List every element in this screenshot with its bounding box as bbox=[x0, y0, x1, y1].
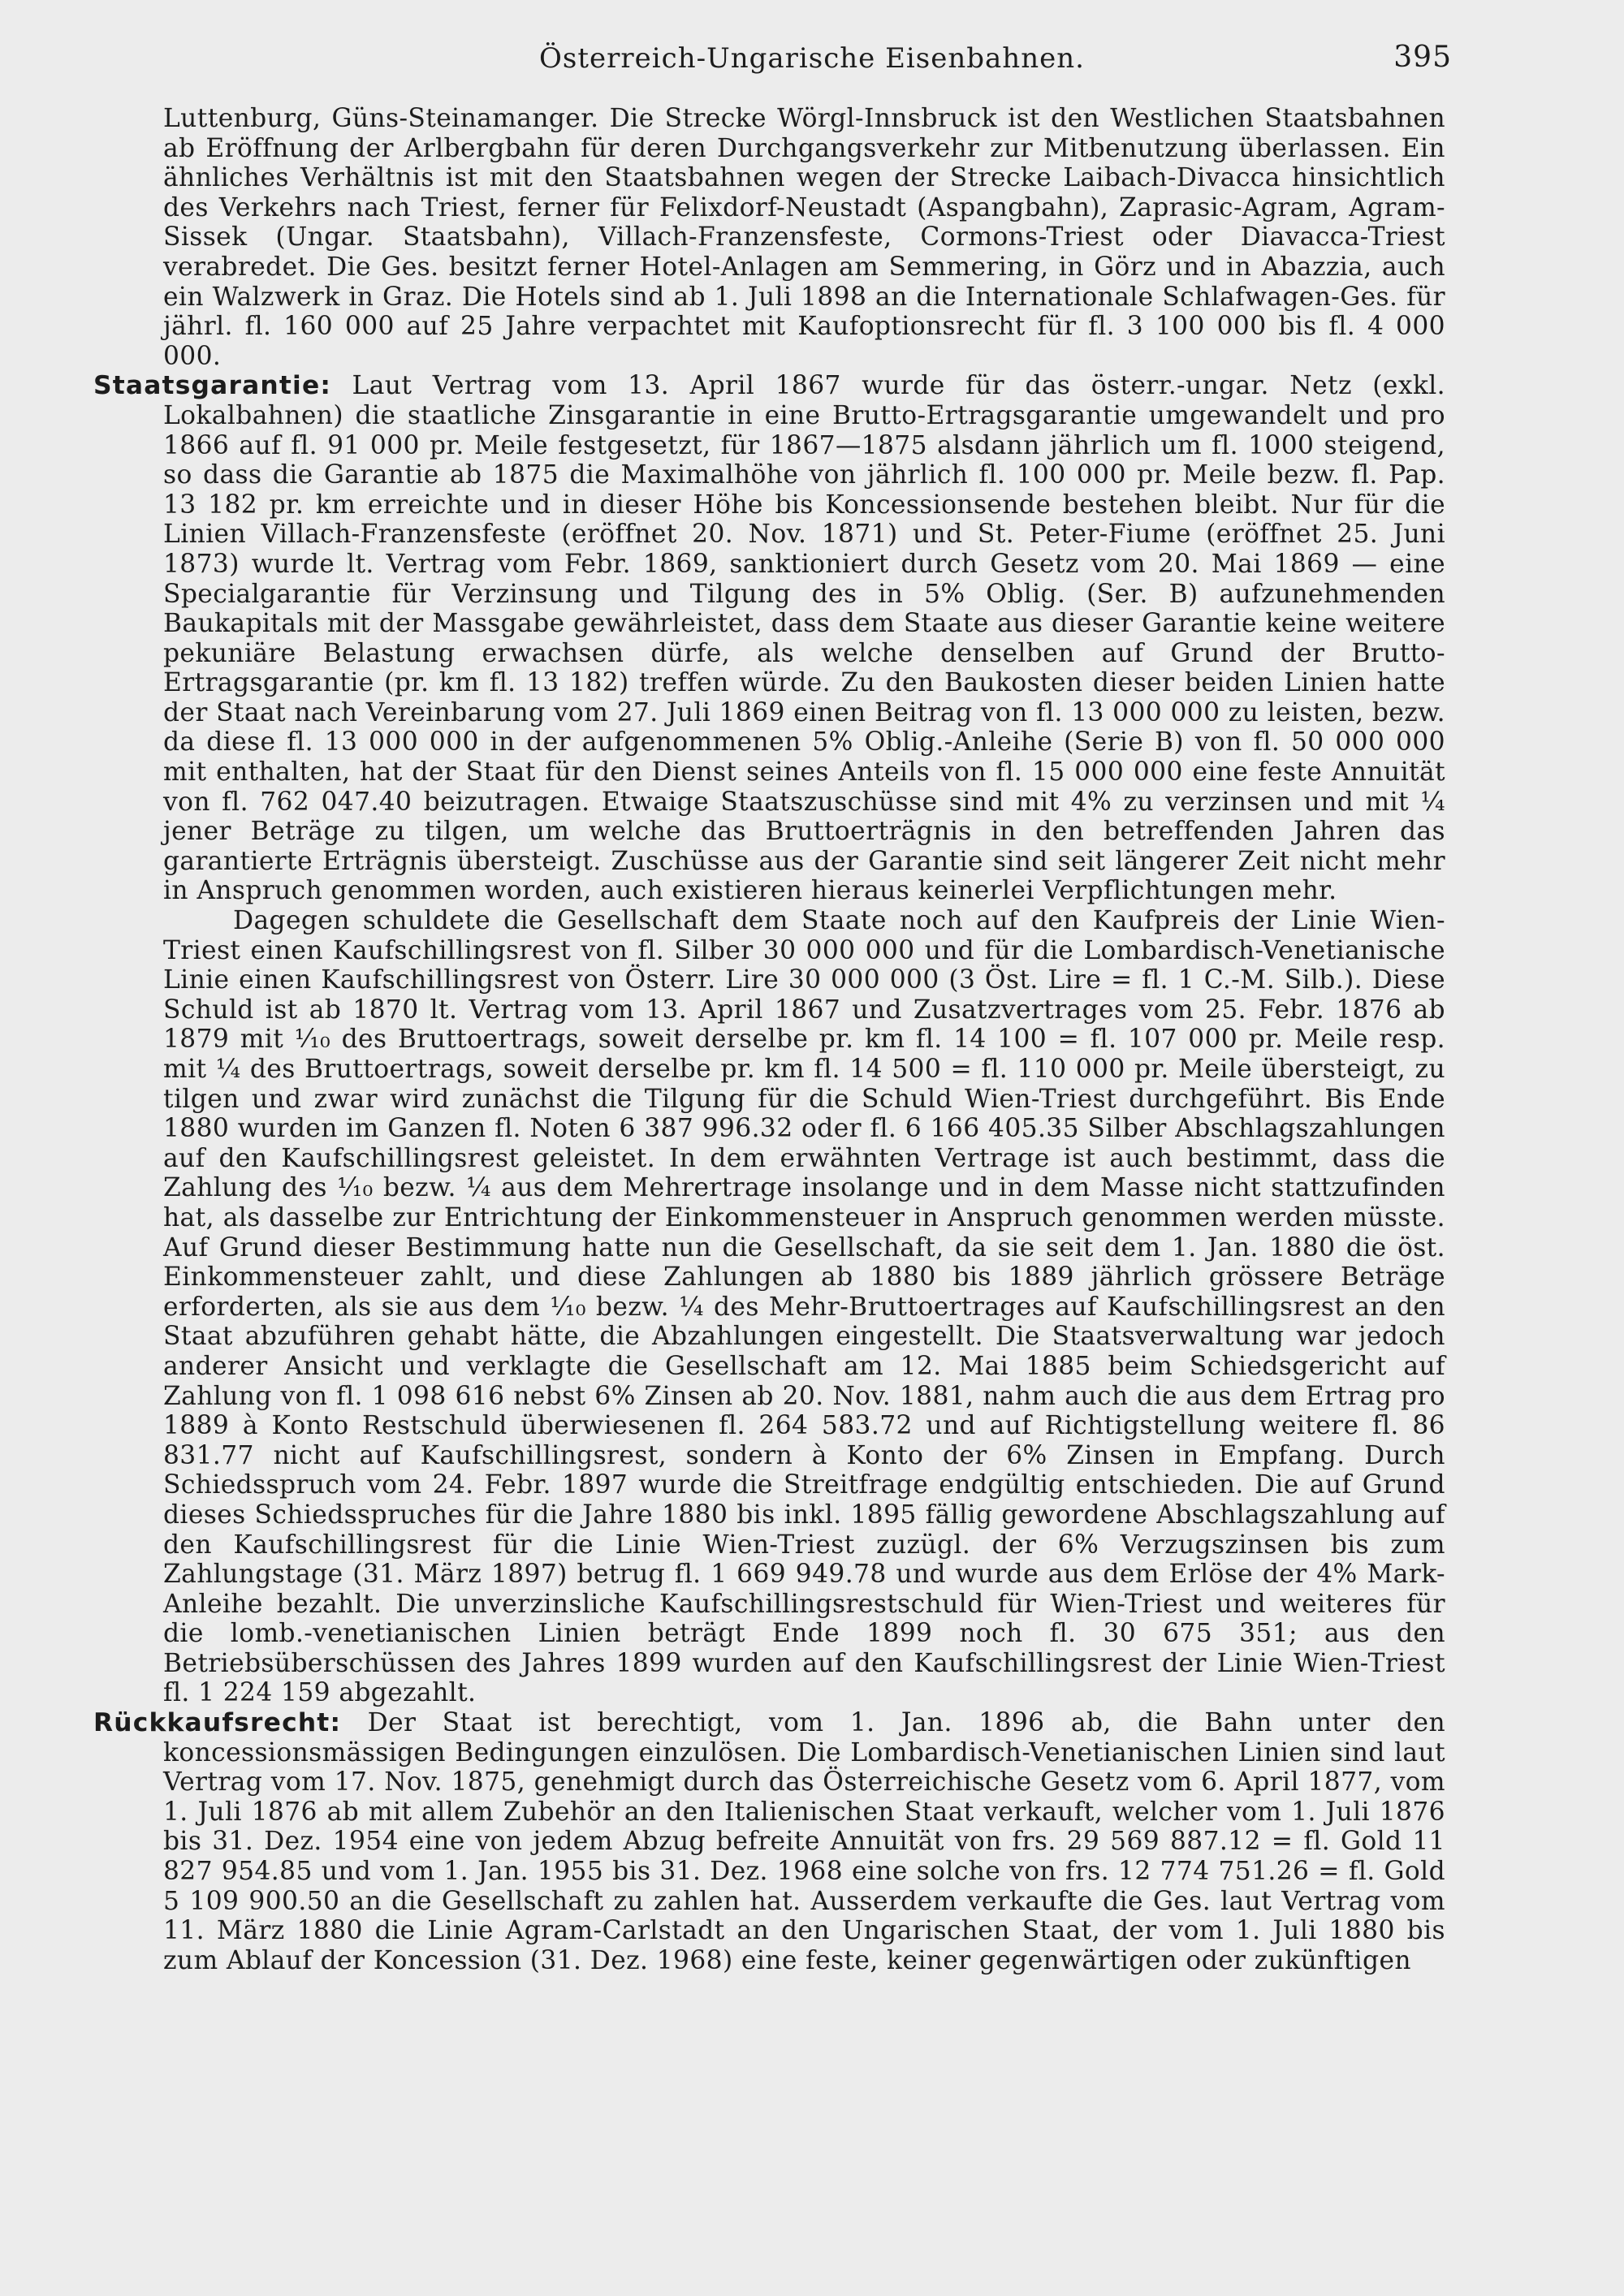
running-head: Österreich-Ungarische Eisenbahnen. bbox=[539, 42, 1085, 75]
paragraph-rueckkaufsrecht bbox=[93, 1708, 1445, 1975]
body-text bbox=[93, 104, 1445, 1975]
paragraph-continuation: Luttenburg, Güns-Steinamanger. Die Strecke Wörgl-Innsbruck ist den Westlichen Staatsbahnen ab Eröffnung der Arlbergbahn für deren Durchgangsverkehr zur Mitbenutzung überlassen. Ein ähnliches Verhältnis ist mit den Staatsbahnen wegen der Strecke Laibach-Divacca hinsichtlich des Verkehrs nach Triest, ferner für Felixdorf-Neustadt (Aspangbahn), Zaprasic-Agram, Agram-Sissek (Ungar. Staatsbahn), Villach-Franzensfeste, Cormons-Triest oder Diavacca-Triest verabredet. Die Ges. besitzt ferner Hotel-Anlagen am Semmering, in Görz und in Abazzia, auch ein Walzwerk in Graz. Die Hotels sind ab 1. Juli 1898 an die Internationale Schlafwagen-Ges. für jährl. fl. 160 000 auf 25 Jahre verpachtet mit Kaufoptionsrecht für fl. 3 100 000 bis fl. 4 000 000. bbox=[163, 104, 1445, 371]
rueckkauf-text: Der Staat ist berechtigt, vom 1. Jan. 1896 ab, die Bahn unter den koncessionsmässigen Bedingungen einzulösen. Die Lombardisch-Venetianischen Linien sind laut Vertrag vom 17. Nov. 1875, genehmigt durch das Österreichische Gesetz vom 6. April 1877, vom 1. Juli 1876 ab mit allem Zubehör an den Italienischen Staat verkauft, welcher vom 1. Juli 1876 bis 31. Dez. 1954 eine von jedem Abzug befreite Annuität von frs. 29 569 887.12 = fl. Gold 11 827 954.85 und vom 1. Jan. 1955 bis 31. Dez. 1968 eine solche von frs. 12 774 751.26 = fl. Gold 5 109 900.50 an die Gesellschaft zu zahlen hat. Ausserdem verkaufte die Ges. laut Vertrag vom 11. März 1880 die Linie Agram-Carlstadt an den Ungarischen Staat, der vom 1. Juli 1880 bis zum Ablauf der Koncession (31. Dez. 1968) eine feste, keiner gegenwärtigen oder zukünftigen bbox=[163, 1708, 1445, 1975]
paragraph-staatsgarantie bbox=[93, 371, 1445, 906]
term-staatsgarantie: Staatsgarantie: bbox=[93, 371, 332, 401]
staatsgarantie-text: Laut Vertrag vom 13. April 1867 wurde für das österr.-ungar. Netz (exkl. Lokalbahnen) die staatliche Zinsgarantie in eine Brutto-Ertragsgarantie umgewandelt und pro 1866 auf fl. 91 000 pr. Meile festgesetzt, für 1867—1875 alsdann jährlich um fl. 1000 steigend, so dass die Garantie ab 1875 die Maximalhöhe von jährlich fl. 100 000 pr. Meile bezw. fl. Pap. 13 182 pr. km erreichte und in dieser Höhe bis Koncessionsende bestehen bleibt. Nur für die Linien Villach-Franzensfeste (eröffnet 20. Nov. 1871) und St. Peter-Fiume (eröffnet 25. Juni 1873) wurde lt. Vertrag vom Febr. 1869, sanktioniert durch Gesetz vom 20. Mai 1869 — eine Specialgarantie für Verzinsung und Tilgung des in 5% Oblig. (Ser. B) aufzunehmenden Baukapitals mit der Massgabe gewährleistet, dass dem Staate aus dieser Garantie keine weitere pekuniäre Belastung erwachsen dürfe, als welche denselben auf Grund der Brutto-Ertragsgarantie (pr. km fl. 13 182) treffen würde. Zu den Baukosten dieser beiden Linien hatte der Staat nach Vereinbarung vom 27. Juli 1869 einen Beitrag von fl. 13 000 000 zu leisten, bezw. da diese fl. 13 000 000 in der aufgenommenen 5% Oblig.-Anleihe (Serie B) von fl. 50 000 000 mit enthalten, hat der Staat für den Dienst seines Anteils von fl. 15 000 000 eine feste Annuität von fl. 762 047.40 beizutragen. Etwaige Staatszuschüsse sind mit 4% zu verzinsen und mit ¼ jener Beträge zu tilgen, um welche das Bruttoerträgnis in den betreffenden Jahren das garantierte Erträgnis übersteigt. Zuschüsse aus der Garantie sind seit längerer Zeit nicht mehr in Anspruch genommen worden, auch existieren hieraus keinerlei Verpflichtungen mehr. bbox=[163, 371, 1445, 906]
page-number: 395 bbox=[1393, 41, 1452, 74]
term-rueckkaufsrecht: Rückkaufsrecht: bbox=[93, 1708, 342, 1738]
paragraph-dagegen: Dagegen schuldete die Gesellschaft dem Staate noch auf den Kaufpreis der Linie Wien-Triest einen Kaufschillingsrest von fl. Silber 30 000 000 und für die Lombardisch-Venetianische Linie einen Kaufschillingsrest von Österr. Lire 30 000 000 (3 Öst. Lire = fl. 1 C.-M. Silb.). Diese Schuld ist ab 1870 lt. Vertrag vom 13. April 1867 und Zusatzvertrages vom 25. Febr. 1876 ab 1879 mit ¹⁄₁₀ des Bruttoertrags, soweit derselbe pr. km fl. 14 100 = fl. 107 000 pr. Meile resp. mit ¼ des Bruttoertrags, soweit derselbe pr. km fl. 14 500 = fl. 110 000 pr. Meile übersteigt, zu tilgen und zwar wird zunächst die Tilgung für die Schuld Wien-Triest durchgeführt. Bis Ende 1880 wurden im Ganzen fl. Noten 6 387 996.32 oder fl. 6 166 405.35 Silber Abschlagszahlungen auf den Kaufschillingsrest geleistet. In dem erwähnten Vertrage ist auch bestimmt, dass die Zahlung des ¹⁄₁₀ bezw. ¼ aus dem Mehrertrage insolange und in dem Masse nicht stattzufinden hat, als dasselbe zur Entrichtung der Einkommensteuer in Anspruch genommen werden müsste. Auf Grund dieser Bestimmung hatte nun die Gesellschaft, da sie seit dem 1. Jan. 1880 die öst. Einkommensteuer zahlt, und diese Zahlungen ab 1880 bis 1889 jährlich grössere Beträge erforderten, als sie aus dem ¹⁄₁₀ bezw. ¼ des Mehr-Bruttoertrages auf Kaufschillingsrest an den Staat abzuführen gehabt hätte, die Abzahlungen eingestellt. Die Staatsverwaltung war jedoch anderer Ansicht und verklagte die Gesellschaft am 12. Mai 1885 beim Schiedsgericht auf Zahlung von fl. 1 098 616 nebst 6% Zinsen ab 20. Nov. 1881, nahm auch die aus dem Ertrag pro 1889 à Konto Restschuld überwiesenen fl. 264 583.72 und auf Richtigstellung weitere fl. 86 831.77 nicht auf Kaufschillingsrest, sondern à Konto der 6% Zinsen in Empfang. Durch Schiedsspruch vom 24. Febr. 1897 wurde die Streitfrage endgültig entschieden. Die auf Grund dieses Schiedsspruches für die Jahre 1880 bis inkl. 1895 fällig gewordene Abschlagszahlung auf den Kaufschillingsrest für die Linie Wien-Triest zuzügl. der 6% Verzugszinsen bis zum Zahlungstage (31. März 1897) betrug fl. 1 669 949.78 und wurde aus dem Erlöse der 4% Mark-Anleihe bezahlt. Die unverzinsliche Kaufschillingsrestschuld für Wien-Triest und weiteres für die lomb.-venetianischen Linien beträgt Ende 1899 noch fl. 30 675 351; aus den Betriebsüberschüssen des Jahres 1899 wurden auf den Kaufschillingsrest der Linie Wien-Triest fl. 1 224 159 abgezahlt. bbox=[163, 906, 1445, 1708]
